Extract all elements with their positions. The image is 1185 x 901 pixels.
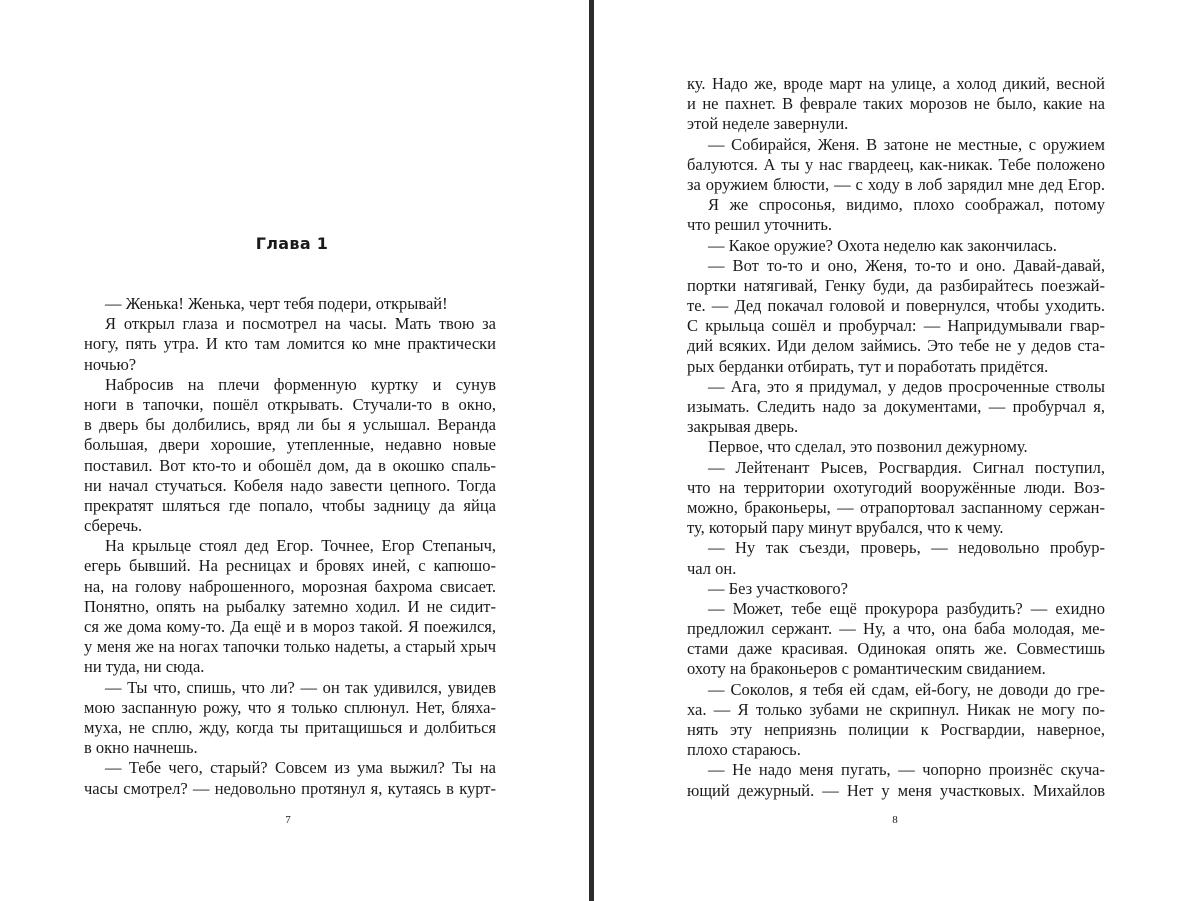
text-line: балуются. А ты у нас гвардеец, как-никак. Тебе положено	[687, 154, 1105, 174]
chapter-title: Глава 1	[255, 234, 329, 253]
page-number-right: 8	[892, 814, 898, 826]
text-line: — Ага, это я придумал, у дедов просроченные стволы	[708, 376, 1105, 396]
text-line: ни туда, ни сюда.	[84, 657, 205, 677]
text-line: Я же спросонья, видимо, плохо соображал, потому	[708, 195, 1105, 215]
text-line: ни начал стучаться. Кобеля надо завести цепного. Тогда	[84, 475, 496, 495]
text-line: ноги в тапочки, пошёл открывать. Стучали-то в окно,	[84, 394, 496, 414]
text-line: большая, двери хорошие, утепленные, недавно новые	[84, 435, 496, 455]
right-page-text	[687, 74, 1105, 801]
text-line: — Собирайся, Женя. В затоне не местные, с оружием	[708, 134, 1105, 154]
text-line: — Может, тебе ещё прокурора разбудить? — ехидно	[708, 598, 1105, 618]
text-line: С крыльца сошёл и пробурчал: — Напридумывали гвар-	[687, 316, 1105, 336]
text-line: — Не надо меня пугать, — чопорно произнёс скуча-	[708, 760, 1105, 780]
text-line: — Какое оружие? Охота неделю как закончилась.	[708, 235, 1057, 255]
text-line: на, на голову наброшенного, морозная бахрома свисает.	[84, 576, 496, 596]
text-line: изымать. Следить надо за документами, — пробурчал я,	[687, 397, 1105, 416]
text-line: ющий дежурный. — Нет у меня участковых. Михайлов	[687, 780, 1105, 800]
text-line: в окно начнешь.	[84, 738, 198, 758]
text-line: ногу, пять утра. И кто там ломится ко мне практически	[84, 334, 496, 354]
text-line: часы смотрел? — недовольно протянул я, кутаясь в курт-	[84, 778, 496, 798]
text-line: муха, не сплю, жду, когда ты притащишься и долбиться	[84, 717, 496, 737]
text-line: поставил. Вот кто-то и обошёл дом, да в окошко спаль-	[84, 455, 496, 475]
text-line: чал он.	[687, 558, 737, 578]
text-line: прекратят шляться где попало, чтобы задницу да яйца	[84, 495, 496, 515]
text-line: охоту на браконьеров с романтическим свиданием.	[687, 659, 1046, 679]
text-line: этой неделе завернули.	[687, 114, 849, 134]
text-line: рых берданки отбирать, тут и поработать придётся.	[687, 356, 1049, 376]
page-number-left: 7	[285, 814, 291, 826]
text-line: ту, который пару минут врубался, что к чему.	[687, 518, 1004, 538]
text-line: — Тебе чего, старый? Совсем из ума выжил? Ты на	[105, 758, 496, 778]
text-line: дий всяких. Иди делом займись. Это тебе не у дедов ста-	[687, 336, 1105, 356]
text-line: можно, браконьеры, — отрапортовал заспанному сержан-	[687, 497, 1105, 517]
text-line: закрывая дверь.	[687, 417, 799, 437]
text-line: — Ну так съезди, проверь, — недовольно пробур-	[708, 538, 1105, 558]
text-line: те. — Дед покачал головой и повернулся, чтобы уходить.	[687, 296, 1105, 316]
text-line: и не пахнет. В феврале таких морозов не было, какие на	[687, 94, 1105, 114]
text-line: ся же дома кому-то. Да ещё и в мороз такой. Я поежился,	[84, 617, 496, 636]
text-line: сберечь.	[84, 516, 143, 536]
text-line: Первое, что сделал, это позвонил дежурному.	[708, 437, 1028, 457]
text-line: Я открыл глаза и посмотрел на часы. Мать твою за	[105, 314, 496, 334]
right-page	[594, 0, 1185, 901]
text-line: стами даже красивая. Одинокая опять же. Совместишь	[687, 639, 1105, 659]
text-line: — Женька! Женька, черт тебя подери, открывай!	[105, 294, 448, 313]
text-line: егерь бывший. На ресницах и бровях иней, с капюшо-	[84, 556, 496, 576]
text-line: — Без участкового?	[708, 578, 848, 598]
text-line: нять эту неприязнь полиции к Росгвардии, наверное,	[687, 720, 1105, 739]
text-line: что решил уточнить.	[687, 215, 833, 235]
text-line: — Ты что, спишь, что ли? — он так удивился, увидев	[105, 677, 496, 697]
text-line: за оружием блюсти, — с ходу в лоб зарядил мне дед Егор.	[687, 174, 1105, 194]
text-line: Набросив на плечи форменную куртку и сунув	[105, 374, 496, 394]
text-line: На крыльце стоял дед Егор. Точнее, Егор Степаныч,	[105, 536, 496, 556]
text-line: портки натягивай, Генку буди, да разбирайтесь поезжай-	[687, 275, 1105, 295]
left-page-text	[84, 294, 496, 799]
text-line: в дверь бы долбились, вряд ли бы я услышал. Веранда	[84, 415, 496, 435]
text-line: ха. — Я только зубами не скрипнул. Никак не могу по-	[687, 699, 1105, 719]
text-line: — Соколов, я тебя ей сдам, ей-богу, не доводи до гре-	[708, 679, 1105, 699]
left-page	[0, 0, 589, 901]
text-line: предложил сержант. — Ну, а что, она баба молодая, ме-	[687, 619, 1105, 639]
text-line: ночью?	[84, 354, 137, 374]
text-line: — Лейтенант Рысев, Росгвардия. Сигнал поступил,	[708, 457, 1105, 477]
text-line: что на территории охотугодий вооружённые люди. Воз-	[687, 477, 1105, 497]
text-line: Понятно, опять на рыбалку затемно ходил. И не сидит-	[84, 596, 496, 616]
text-line: ку. Надо же, вроде март на улице, а холод дикий, весной	[687, 74, 1105, 93]
text-line: плохо стараюсь.	[687, 740, 801, 760]
text-line: мою заспанную рожу, что я только сплюнул. Нет, бляха-	[84, 697, 496, 717]
text-line: у меня же на ногах тапочки только надеты, а старый хрыч	[84, 637, 496, 657]
text-line: — Вот то-то и оно, Женя, то-то и оно. Давай-давай,	[708, 255, 1105, 275]
